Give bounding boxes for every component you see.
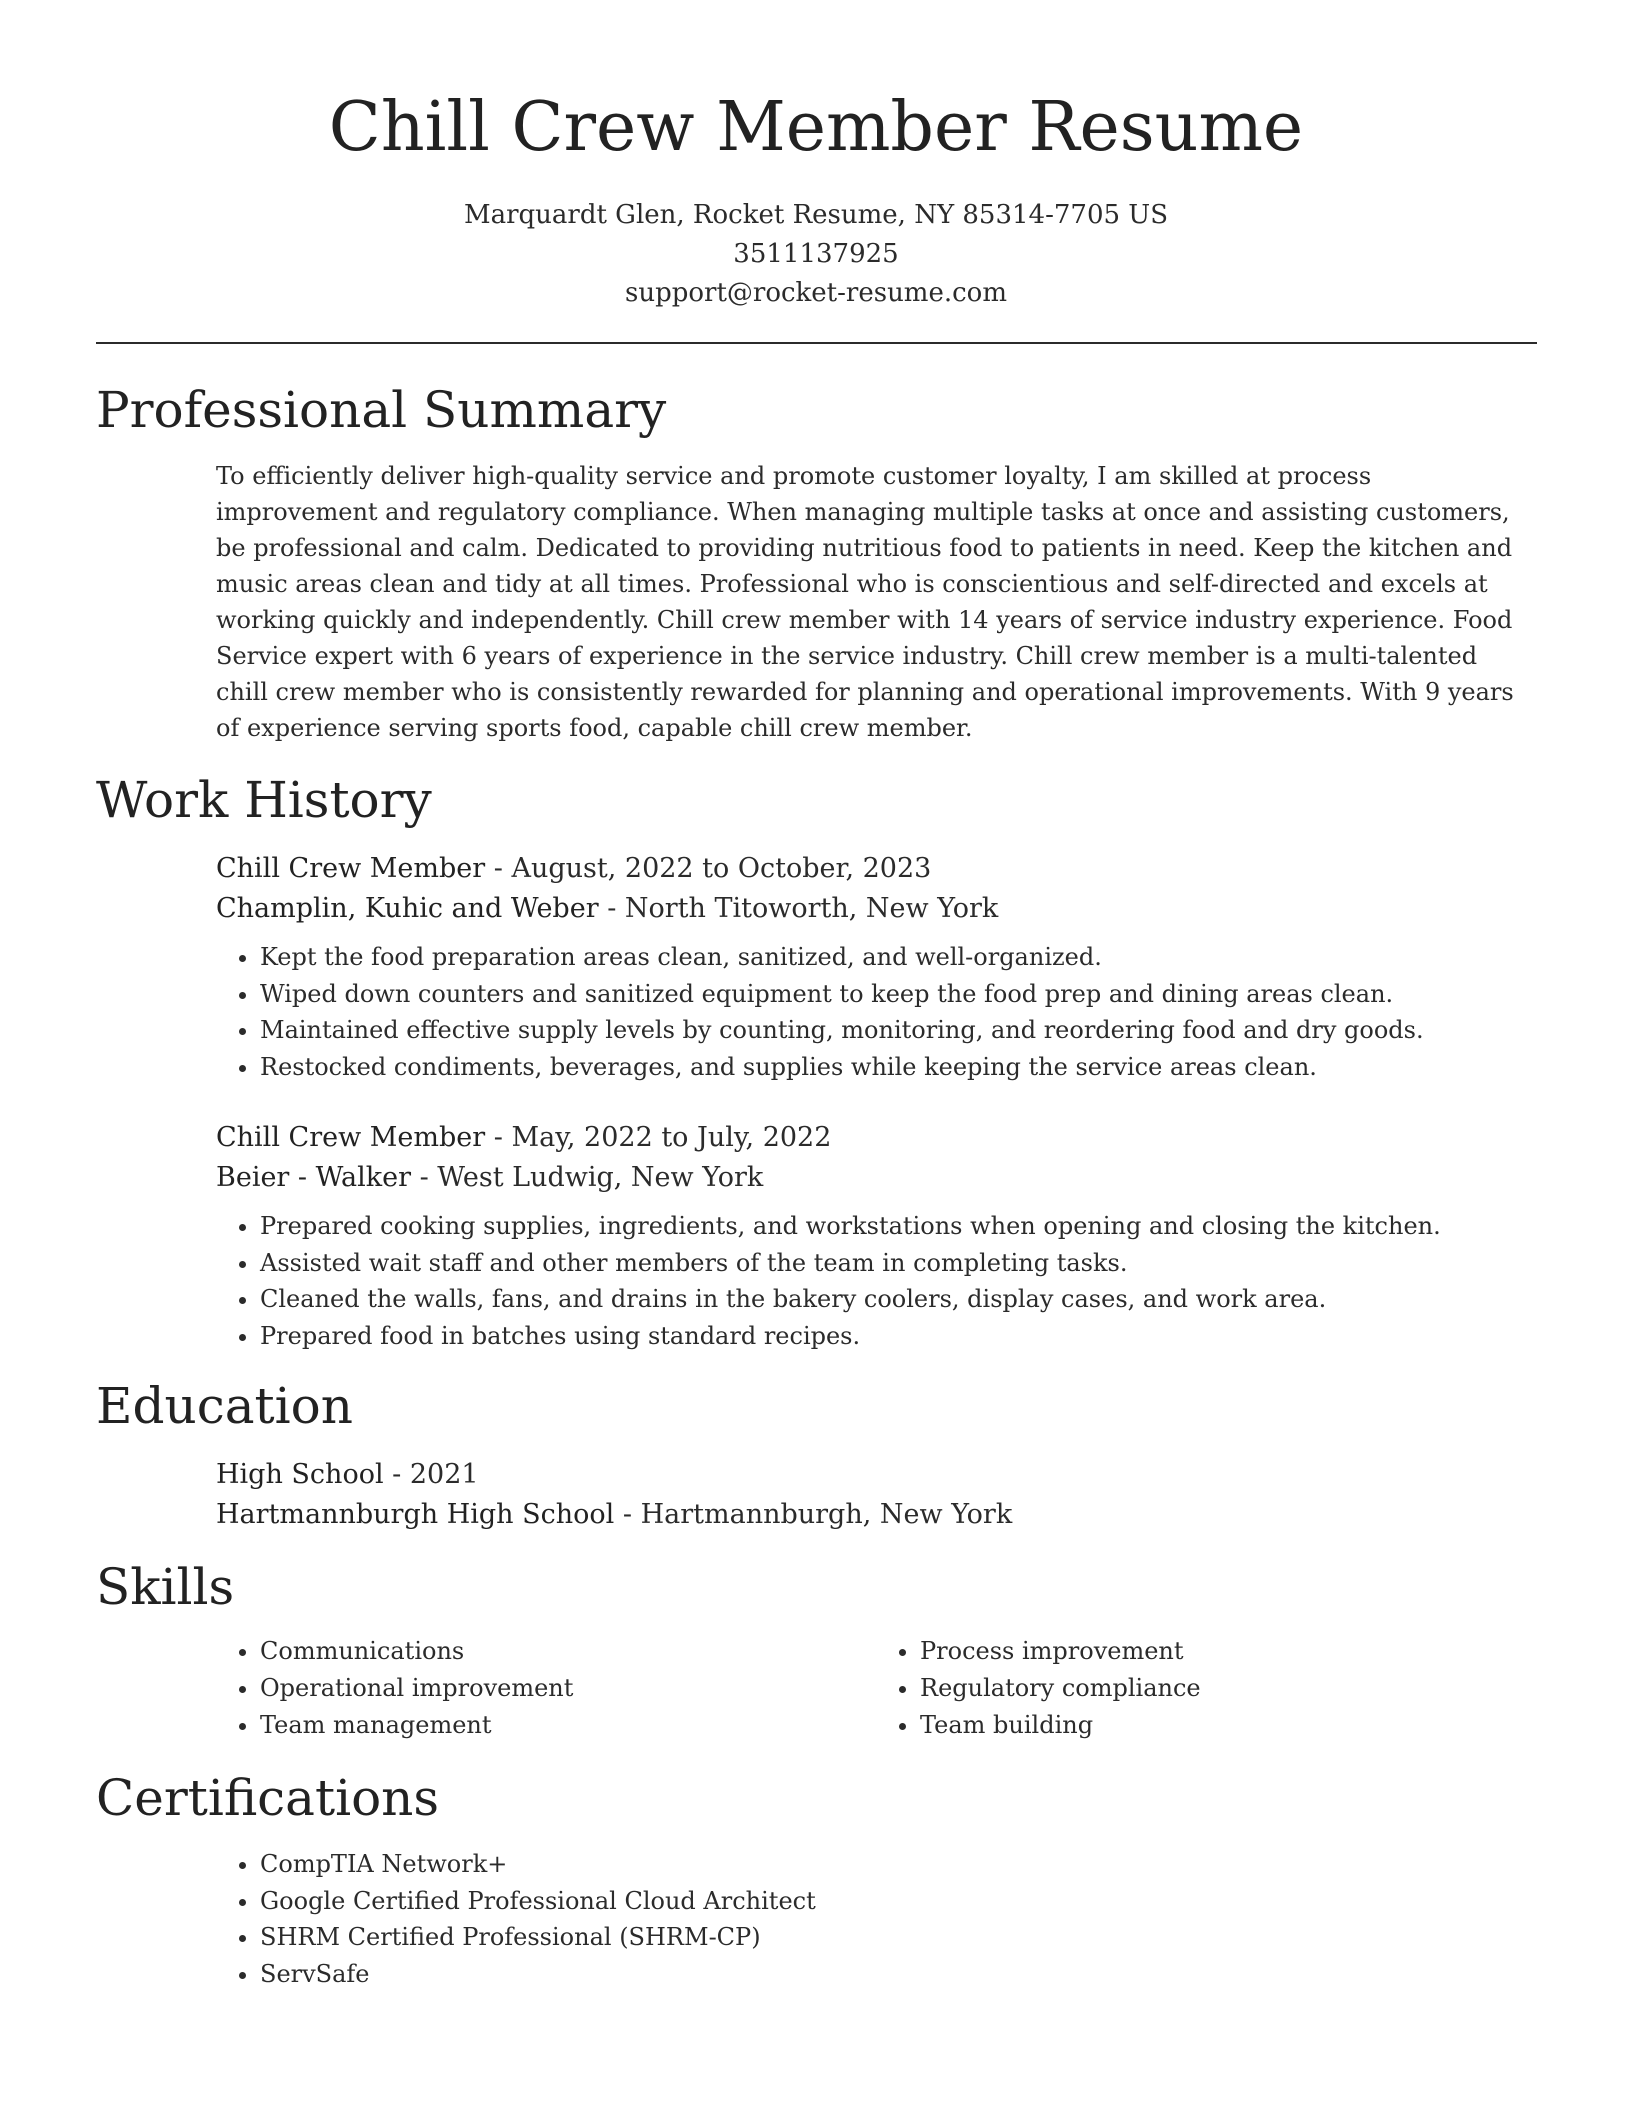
job-entry xyxy=(216,1118,1536,1354)
list-item: • Cleaned the walls, fans, and drains in the bakery coolers, display cases, and work area. xyxy=(260,1281,1536,1318)
list-item: • CompTIA Network+ xyxy=(260,1846,1536,1883)
list-item: • Prepared food in batches using standard recipes. xyxy=(260,1318,1536,1355)
school-name: Hartmannburgh High School xyxy=(216,1499,615,1530)
employer-name: Beier - Walker xyxy=(216,1162,412,1193)
job-entry xyxy=(216,849,1536,1085)
employer-location: - West Ludwig, New York xyxy=(411,1162,764,1193)
list-item: • Regulatory compliance xyxy=(920,1670,1536,1707)
skills-grid xyxy=(216,1633,1536,1744)
list-item: • Team management xyxy=(260,1707,876,1744)
education-entry xyxy=(216,1455,1536,1535)
skills-column-left xyxy=(216,1633,876,1744)
employer-line xyxy=(216,889,1536,929)
contact-phone: 3511137925 xyxy=(733,239,899,269)
job-title: Chill Crew Member xyxy=(216,853,486,884)
job-duties-list xyxy=(216,939,1536,1085)
list-item: • Operational improvement xyxy=(260,1670,876,1707)
list-item: • Process improvement xyxy=(920,1633,1536,1670)
section-title-skills: Skills xyxy=(96,1558,235,1616)
graduation-year: - 2021 xyxy=(383,1459,479,1490)
school-location: - Hartmannburgh, New York xyxy=(614,1499,1013,1530)
certifications-block xyxy=(216,1846,1536,1992)
school-line xyxy=(216,1495,1536,1535)
list-item: • Assisted wait staff and other members of the team in completing tasks. xyxy=(260,1245,1536,1282)
certifications-list xyxy=(216,1846,1536,1992)
job-duties-list xyxy=(216,1208,1536,1354)
list-item: • Google Certified Professional Cloud Architect xyxy=(260,1883,1536,1920)
header-divider xyxy=(96,342,1537,344)
job-dates: - May, 2022 to July, 2022 xyxy=(485,1122,832,1153)
degree-line xyxy=(216,1455,1536,1495)
list-item: • Communications xyxy=(260,1633,876,1670)
section-title-certifications: Certifications xyxy=(96,1769,440,1827)
list-item: • Team building xyxy=(920,1707,1536,1744)
list-item: • SHRM Certified Professional (SHRM-CP) xyxy=(260,1919,1536,1956)
summary-block xyxy=(216,458,1536,746)
resume-header xyxy=(0,86,1632,313)
section-title-summary: Professional Summary xyxy=(96,381,667,439)
job-title-line xyxy=(216,849,1536,889)
job-title-line xyxy=(216,1118,1536,1158)
list-item: • Maintained effective supply levels by counting, monitoring, and reordering food and dry goods. xyxy=(260,1012,1536,1049)
resume-title: Chill Crew Member Resume xyxy=(328,88,1304,167)
section-title-education: Education xyxy=(96,1377,353,1435)
employer-location: - North Titoworth, New York xyxy=(598,893,999,924)
list-item: • Prepared cooking supplies, ingredients, and workstations when opening and closing the kitchen. xyxy=(260,1208,1536,1245)
skills-column-right xyxy=(876,1633,1536,1744)
list-item: • Restocked condiments, beverages, and supplies while keeping the service areas clean. xyxy=(260,1049,1536,1086)
list-item: • ServSafe xyxy=(260,1956,1536,1993)
employer-name: Champlin, Kuhic and Weber xyxy=(216,893,599,924)
employer-line xyxy=(216,1158,1536,1198)
list-item: • Wiped down counters and sanitized equipment to keep the food prep and dining areas clean. xyxy=(260,976,1536,1013)
contact-email: support@rocket-resume.com xyxy=(624,278,1007,308)
section-title-work-history: Work History xyxy=(96,771,432,829)
list-item: • Kept the food preparation areas clean, sanitized, and well-organized. xyxy=(260,939,1536,976)
job-title: Chill Crew Member xyxy=(216,1122,486,1153)
contact-address: Marquardt Glen, Rocket Resume, NY 85314-7705 US xyxy=(463,200,1169,230)
job-dates: - August, 2022 to October, 2023 xyxy=(485,853,932,884)
summary-text: To efficiently deliver high-quality service and promote customer loyalty, I am skilled at process improvement and regulatory compliance. When managing multiple tasks at once and assisting customers, be professional and calm. Dedicated to providing nutritious food to patients in need. Keep the kitchen and music areas clean and tidy at all times. Professional who is conscientious and self-directed and excels at working quickly and independently. Chill crew member with 14 years of service industry experience. Food Service expert with 6 years of experience in the service industry. Chill crew member is a multi-talented chill crew member who is consistently rewarded for planning and operational improvements. With 9 years of experience serving sports food, capable chill crew member. xyxy=(216,462,1514,742)
degree: High School xyxy=(216,1459,384,1490)
contact-info xyxy=(0,196,1632,313)
